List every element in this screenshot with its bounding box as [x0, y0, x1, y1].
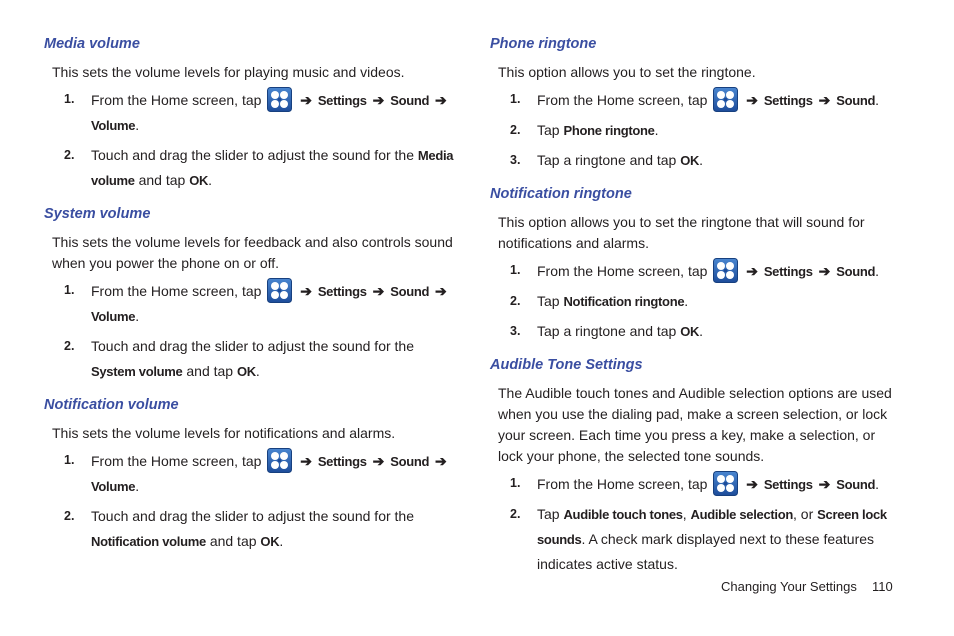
notif-ring-step-3: 3. Tap a ringtone and tap OK. — [490, 319, 900, 344]
step-number: 1. — [64, 283, 75, 297]
sound-label: Sound — [390, 93, 430, 108]
arrow-icon: ➔ — [435, 283, 447, 299]
audible-tone-heading: Audible Tone Settings — [490, 357, 643, 373]
step-text: From the Home screen, tap — [91, 283, 262, 299]
apps-icon — [713, 471, 738, 496]
step-text: From the Home screen, tap — [91, 453, 262, 469]
footer-title: Changing Your Settings — [721, 579, 857, 594]
system-volume-heading: System volume — [44, 206, 151, 222]
step-number: 2. — [510, 123, 521, 137]
audible-tone-intro: The Audible touch tones and Audible selection options are used when you use the dialing pad, make a screen selection, or lock your screen. Each time you press a key, make a selection, or lock your phone, the selected tone sounds. — [498, 385, 892, 464]
ok-label: OK — [680, 153, 700, 168]
phone-ringtone-intro: This option allows you to set the ringtone. — [498, 64, 756, 80]
step-number: 3. — [510, 324, 521, 338]
settings-label: Settings — [317, 284, 367, 299]
arrow-icon: ➔ — [372, 453, 385, 469]
arrow-icon: ➔ — [746, 263, 758, 279]
sound-label: Sound — [390, 454, 430, 469]
apps-icon — [713, 258, 738, 283]
sound-label: Sound — [836, 477, 876, 492]
step-text: Tap — [537, 506, 560, 522]
system-step-2: 2. Touch and drag the slider to adjust the sound for the System volume and tap OK. — [44, 334, 454, 384]
step-text: From the Home screen, tap — [537, 263, 708, 279]
notification-ringtone-intro: This option allows you to set the ringtone that will sound for notifications and alarms. — [498, 214, 865, 251]
system-step-1: 1. From the Home screen, tap ➔ Settings ➔ Sound ➔ Volume. — [44, 278, 454, 329]
arrow-icon: ➔ — [818, 263, 831, 279]
left-column — [44, 34, 454, 554]
step-text: From the Home screen, tap — [91, 92, 262, 108]
phone-step-3: 3. Tap a ringtone and tap OK. — [490, 148, 900, 173]
step-number: 1. — [510, 263, 521, 277]
volume-label: Volume — [91, 118, 136, 133]
step-number: 1. — [510, 92, 521, 106]
step-text: From the Home screen, tap — [537, 92, 708, 108]
apps-icon — [267, 448, 292, 473]
audible-touch-tones-label: Audible touch tones — [563, 507, 683, 522]
notif-ring-step-1: 1. From the Home screen, tap ➔ Settings ➔ Sound. — [490, 258, 900, 284]
arrow-icon: ➔ — [746, 92, 758, 108]
step-number: 2. — [510, 294, 521, 308]
apps-icon — [713, 87, 738, 112]
system-volume-intro: This sets the volume levels for feedback and also controls sound when you power the phone on or off. — [52, 234, 453, 271]
audible-step-1: 1. From the Home screen, tap ➔ Settings ➔ Sound. — [490, 471, 900, 497]
step-number: 2. — [64, 339, 75, 353]
media-label: Media — [417, 148, 454, 163]
notification-step-2: 2. Touch and drag the slider to adjust the sound for the Notification volume and tap OK. — [44, 504, 454, 554]
step-number: 2. — [64, 509, 75, 523]
arrow-icon: ➔ — [300, 92, 312, 108]
step-text: Tap — [537, 293, 560, 309]
notif-ring-step-2: 2. Tap Notification ringtone. — [490, 289, 900, 314]
arrow-icon: ➔ — [372, 283, 385, 299]
step-number: 1. — [510, 476, 521, 490]
sound-label: Sound — [390, 284, 430, 299]
arrow-icon: ➔ — [746, 476, 758, 492]
system-volume-label: System volume — [91, 364, 183, 379]
settings-label: Settings — [317, 454, 367, 469]
volume-label: volume — [91, 173, 135, 188]
phone-step-2: 2. Tap Phone ringtone. — [490, 118, 900, 143]
step-text: From the Home screen, tap — [537, 476, 708, 492]
sound-label: Sound — [836, 264, 876, 279]
arrow-icon: ➔ — [372, 92, 385, 108]
notification-volume-intro: This sets the volume levels for notifications and alarms. — [52, 425, 396, 441]
step-number: 1. — [64, 92, 75, 106]
arrow-icon: ➔ — [435, 453, 447, 469]
arrow-icon: ➔ — [818, 92, 831, 108]
notification-ringtone-label: Notification ringtone — [563, 294, 685, 309]
apps-icon — [267, 278, 292, 303]
arrow-icon: ➔ — [300, 453, 312, 469]
media-volume-intro: This sets the volume levels for playing music and videos. — [52, 64, 405, 80]
settings-label: Settings — [763, 477, 813, 492]
settings-label: Settings — [317, 93, 367, 108]
notification-volume-heading: Notification volume — [44, 397, 179, 413]
step-text: Touch and drag the slider to adjust the sound for the — [91, 147, 414, 163]
media-step-1: 1. From the Home screen, tap ➔ Settings ➔ Sound ➔ Volume. — [44, 87, 454, 138]
ok-label: OK — [236, 364, 256, 379]
phone-ringtone-label: Phone ringtone — [563, 123, 655, 138]
step-number: 1. — [64, 453, 75, 467]
settings-label: Settings — [763, 93, 813, 108]
step-text: Touch and drag the slider to adjust the sound for the — [91, 508, 414, 524]
volume-label: Volume — [91, 309, 136, 324]
settings-label: Settings — [763, 264, 813, 279]
notification-ringtone-heading: Notification ringtone — [490, 186, 632, 202]
step-number: 2. — [510, 507, 521, 521]
step-number: 2. — [64, 148, 75, 162]
sound-label: Sound — [836, 93, 876, 108]
ok-label: OK — [260, 534, 280, 549]
step-text: Tap a ringtone and tap — [537, 152, 677, 168]
notification-step-1: 1. From the Home screen, tap ➔ Settings ➔ Sound ➔ Volume. — [44, 448, 454, 499]
ok-label: OK — [680, 324, 700, 339]
step-text: Touch and drag the slider to adjust the sound for the — [91, 338, 414, 354]
step-text: . A check mark displayed next to these features indicates active status. — [537, 531, 875, 572]
arrow-icon: ➔ — [435, 92, 447, 108]
audible-selection-label: Audible selection — [690, 507, 794, 522]
page-number: 110 — [872, 579, 893, 594]
media-volume-heading: Media volume — [44, 36, 140, 52]
apps-icon — [267, 87, 292, 112]
phone-step-1: 1. From the Home screen, tap ➔ Settings ➔ Sound. — [490, 87, 900, 113]
step-text: Tap a ringtone and tap — [537, 323, 677, 339]
step-number: 3. — [510, 153, 521, 167]
phone-ringtone-heading: Phone ringtone — [490, 36, 597, 52]
notification-volume-label: Notification volume — [91, 534, 206, 549]
step-text: Tap — [537, 122, 560, 138]
arrow-icon: ➔ — [818, 476, 831, 492]
media-step-2: 2. Touch and drag the slider to adjust the sound for the Media volume and tap OK. — [44, 143, 454, 193]
right-column — [490, 34, 900, 577]
screen-lock-sounds-label: Screen lock sounds — [537, 507, 887, 547]
arrow-icon: ➔ — [300, 283, 312, 299]
ok-label: OK — [189, 173, 209, 188]
audible-step-2: 2. Tap Audible touch tones, Audible selection, or Screen lock sounds. A check mark displayed next to these features indicates active status. — [490, 502, 900, 577]
volume-label: Volume — [91, 479, 136, 494]
